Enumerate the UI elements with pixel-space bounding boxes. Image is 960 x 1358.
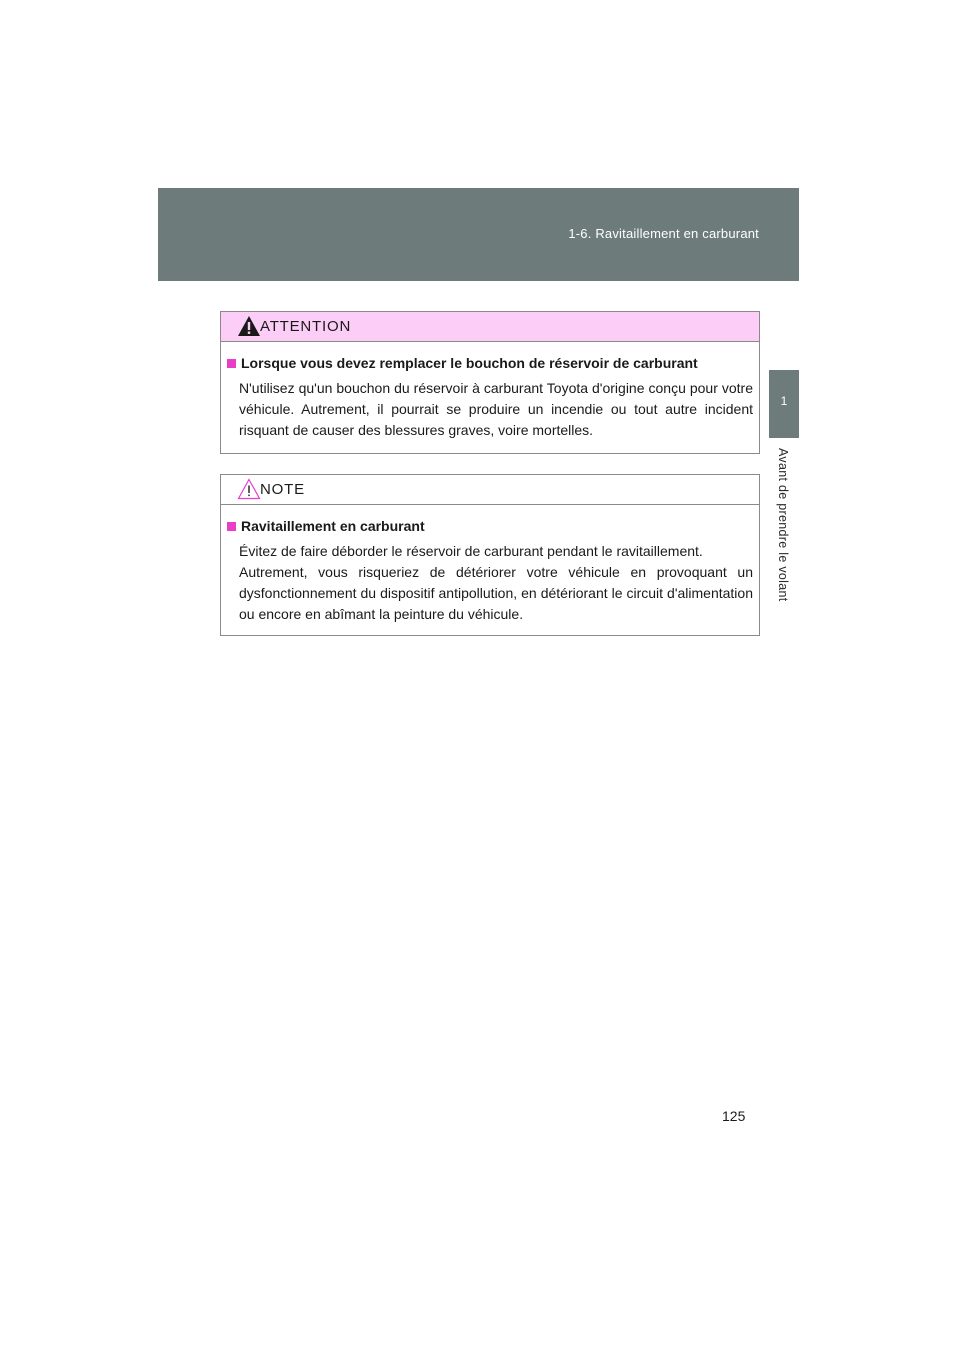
warning-triangle-filled-icon [237, 315, 261, 337]
note-paragraph-line1: Évitez de faire déborder le réservoir de carburant pendant le ravitaillement. [239, 543, 703, 559]
attention-label: ATTENTION [260, 318, 352, 335]
attention-item-text [239, 378, 753, 441]
note-header [221, 475, 759, 505]
attention-paragraph: N'utilisez qu'un bouchon du réservoir à carburant Toyota d'origine conçu pour votre véhicule. Autrement, il pourrait se produire un incendie ou tout autre incident risquant de causer des blessures graves, voire mortelles. [239, 380, 753, 438]
chapter-tab[interactable] [769, 370, 799, 438]
note-body [221, 505, 759, 625]
section-title: 1-6. Ravitaillement en carburant [568, 226, 759, 241]
chapter-label-container [769, 448, 799, 618]
warning-triangle-outline-icon [237, 478, 261, 500]
attention-header [221, 312, 759, 342]
chapter-label: Avant de prendre le volant [776, 448, 790, 602]
square-bullet-icon [227, 522, 236, 531]
note-paragraph-line2: Autrement, vous risqueriez de détériorer votre véhicule en provoquant un dysfonctionnement du dispositif antipollution, en détériorant le circuit d'alimentation ou encore en abîmant la peinture du véhicule. [239, 564, 753, 622]
page-number: 125 [722, 1108, 746, 1124]
note-item-text [239, 541, 753, 625]
note-heading-text: Ravitaillement en carburant [241, 518, 425, 534]
note-box [220, 474, 760, 636]
note-label: NOTE [260, 481, 305, 498]
attention-body [221, 342, 759, 441]
note-item-heading [227, 516, 753, 536]
square-bullet-icon [227, 359, 236, 368]
chapter-number: 1 [780, 394, 788, 408]
attention-box [220, 311, 760, 454]
attention-item-heading [227, 353, 753, 373]
attention-heading-text: Lorsque vous devez remplacer le bouchon de réservoir de carburant [241, 355, 698, 371]
section-header-band [158, 188, 799, 281]
